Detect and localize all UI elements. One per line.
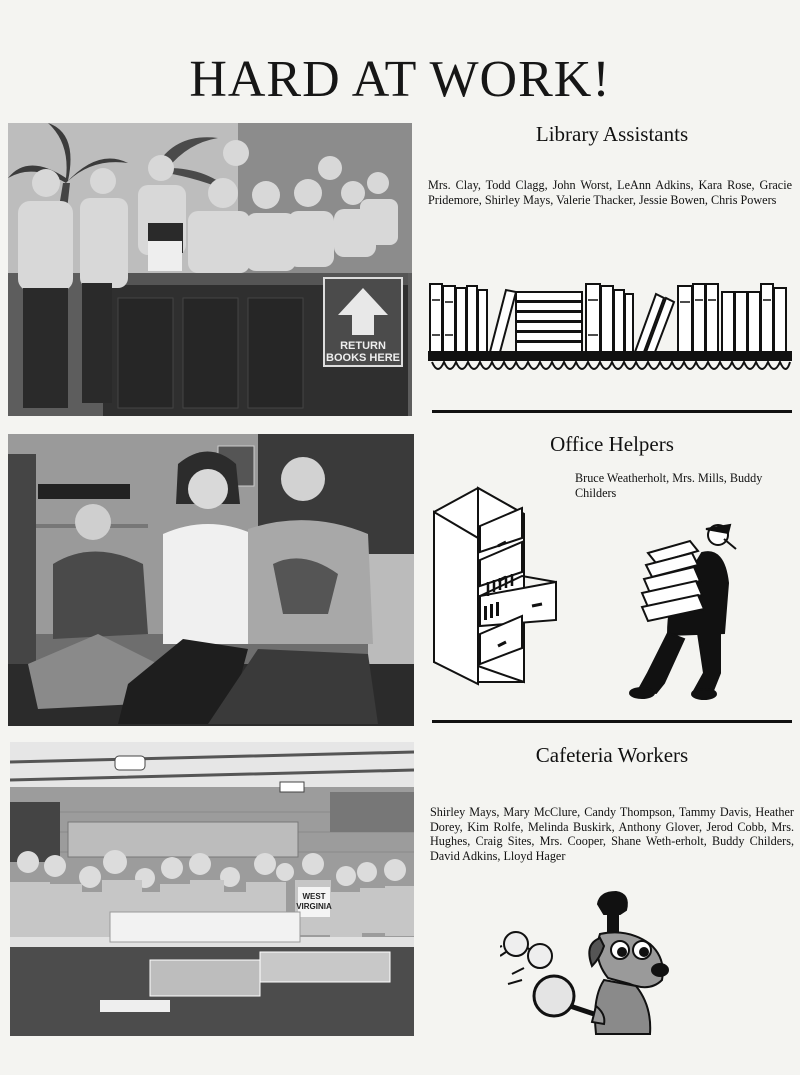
office-names-caption: Bruce Weatherholt, Mrs. Mills, Buddy Childers [575,471,763,500]
cafeteria-names-caption: Shirley Mays, Mary McClure, Candy Thompson, Tammy Davis, Heather Dorey, Kim Rolfe, Melinda Buskirk, Anthony Glover, Jerod Cobb, Mrs. Hughes, Craig Sites, Mrs. Cooper, Shane Weth-erholt, Buddy Childers, David Adkins, Lloyd Hager [430,805,794,863]
cafeteria-workers-photo [10,742,414,1036]
section-title-library: Library Assistants [535,122,689,146]
section-title-office: Office Helpers [550,432,674,456]
man-carrying-boxes-icon [628,523,740,703]
page-title: HARD AT WORK! [189,51,611,108]
file-cabinet-icon [432,486,558,686]
sign-text-line2: BOOKS HERE [326,352,400,364]
section-divider [432,720,792,723]
bookshelf-icon [428,280,792,380]
office-helpers-photo [8,434,414,726]
section-divider [432,410,792,413]
library-assistants-photo [8,123,412,416]
shirt-text-line1: WEST [302,892,326,901]
library-names-caption: Mrs. Clay, Todd Clagg, John Worst, LeAnn Adkins, Kara Rose, Gracie Pridemore, Shirley Mays, Valerie Thacker, Jessie Bowen, Chris Powers [428,178,792,207]
shirt-text-line2: VIRGINIA [296,902,332,911]
section-title-cafeteria: Cafeteria Workers [535,743,689,767]
sign-text-line1: RETURN [340,340,386,352]
cartoon-dog-with-magnifying-glass-icon [500,888,670,1038]
